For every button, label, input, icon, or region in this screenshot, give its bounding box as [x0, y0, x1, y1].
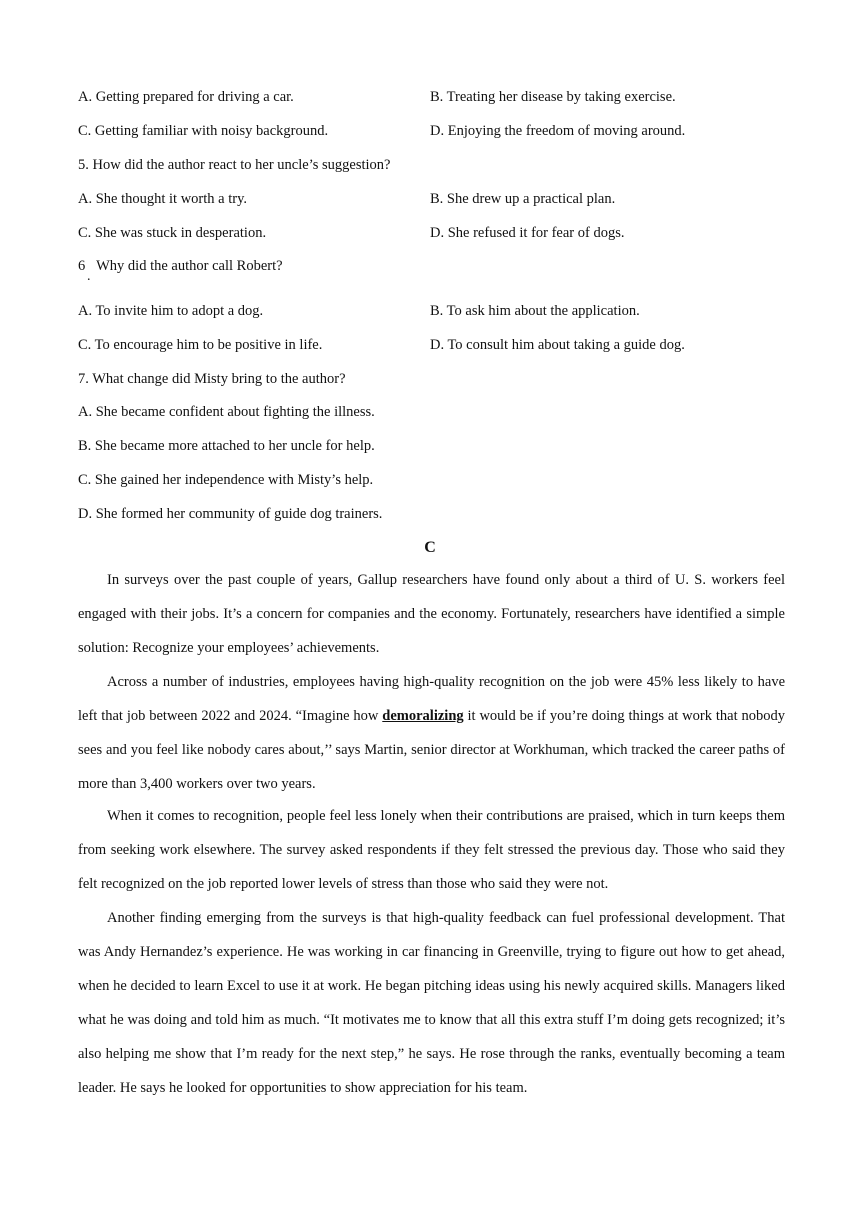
question-6-number: 6 — [78, 258, 86, 274]
option-7d: D. She formed her community of guide dog trainers. — [78, 506, 383, 522]
option-5d: D. She refused it for fear of dogs. — [430, 225, 625, 241]
question-6-dot: . — [87, 269, 91, 284]
option-6a: A. To invite him to adopt a dog. — [78, 303, 264, 319]
option-5c: C. She was stuck in desperation. — [78, 225, 267, 241]
paragraph-3: When it comes to recognition, people feel less lonely when their contributions are praised, which in turn keeps them from seeking work elsewhere. The survey asked respondents if they felt stressed the previous day. Those who said they felt recognized on the job reported lower levels of stress than those who said they were not. — [78, 808, 785, 892]
paragraph-2-end: it would be if you’re doing things at work that nobody sees and you feel like nobody cares about,’’ says Martin, senior director at Workhuman, which tracked the career paths of more than 3,400 workers over two years. — [78, 707, 785, 792]
paragraph-2-start: Across a number of industries, employees having high-quality recognition on the job were 45% less likely to have left that job between 2022 and 2024. “Imagine how — [78, 674, 785, 724]
question-7: 7. What change did Misty bring to the author? — [78, 371, 346, 387]
option-4a: A. Getting prepared for driving a car. — [78, 89, 294, 105]
option-6c: C. To encourage him to be positive in life. — [78, 337, 323, 353]
question-6 — [78, 257, 283, 275]
paragraph-2 — [78, 666, 785, 802]
option-7c: C. She gained her independence with Misty’s help. — [78, 472, 374, 488]
question-6-text: Why did the author call Robert? — [96, 258, 283, 274]
option-7a: A. She became confident about fighting the illness. — [78, 404, 375, 420]
question-5: 5. How did the author react to her uncle’s suggestion? — [78, 157, 391, 173]
paragraph-4: Another finding emerging from the surveys is that high-quality feedback can fuel professional development. That was Andy Hernandez’s experience. He was working in car financing in Greenville, trying to figure out how to get ahead, when he decided to learn Excel to use it at work. He began pitching ideas using his newly acquired skills. Managers liked what he was doing and told him as much. “It motivates me to know that all this extra stuff I’m doing gets recognized; it’s also helping me show that I’m ready for the next step,” he says. He rose through the ranks, eventually becoming a team leader. He says he looked for opportunities to show appreciation for his team. — [78, 910, 785, 1096]
paragraph-1: In surveys over the past couple of years, Gallup researchers have found only about a third of U. S. workers feel engaged with their jobs. It’s a concern for companies and the economy. Fortunately, researchers have identified a simple solution: Recognize your employees’ achievements. — [78, 572, 785, 656]
option-7b: B. She became more attached to her uncle for help. — [78, 438, 375, 454]
option-4c: C. Getting familiar with noisy background. — [78, 123, 329, 139]
section-heading: C — [424, 539, 436, 556]
option-5a: A. She thought it worth a try. — [78, 191, 248, 207]
option-5b: B. She drew up a practical plan. — [430, 191, 616, 207]
underlined-keyword: demoralizing — [382, 707, 464, 724]
option-6d: D. To consult him about taking a guide dog. — [430, 337, 685, 353]
option-6b: B. To ask him about the application. — [430, 303, 640, 319]
option-4d: D. Enjoying the freedom of moving around. — [430, 123, 686, 139]
option-4b: B. Treating her disease by taking exercise. — [430, 89, 676, 105]
